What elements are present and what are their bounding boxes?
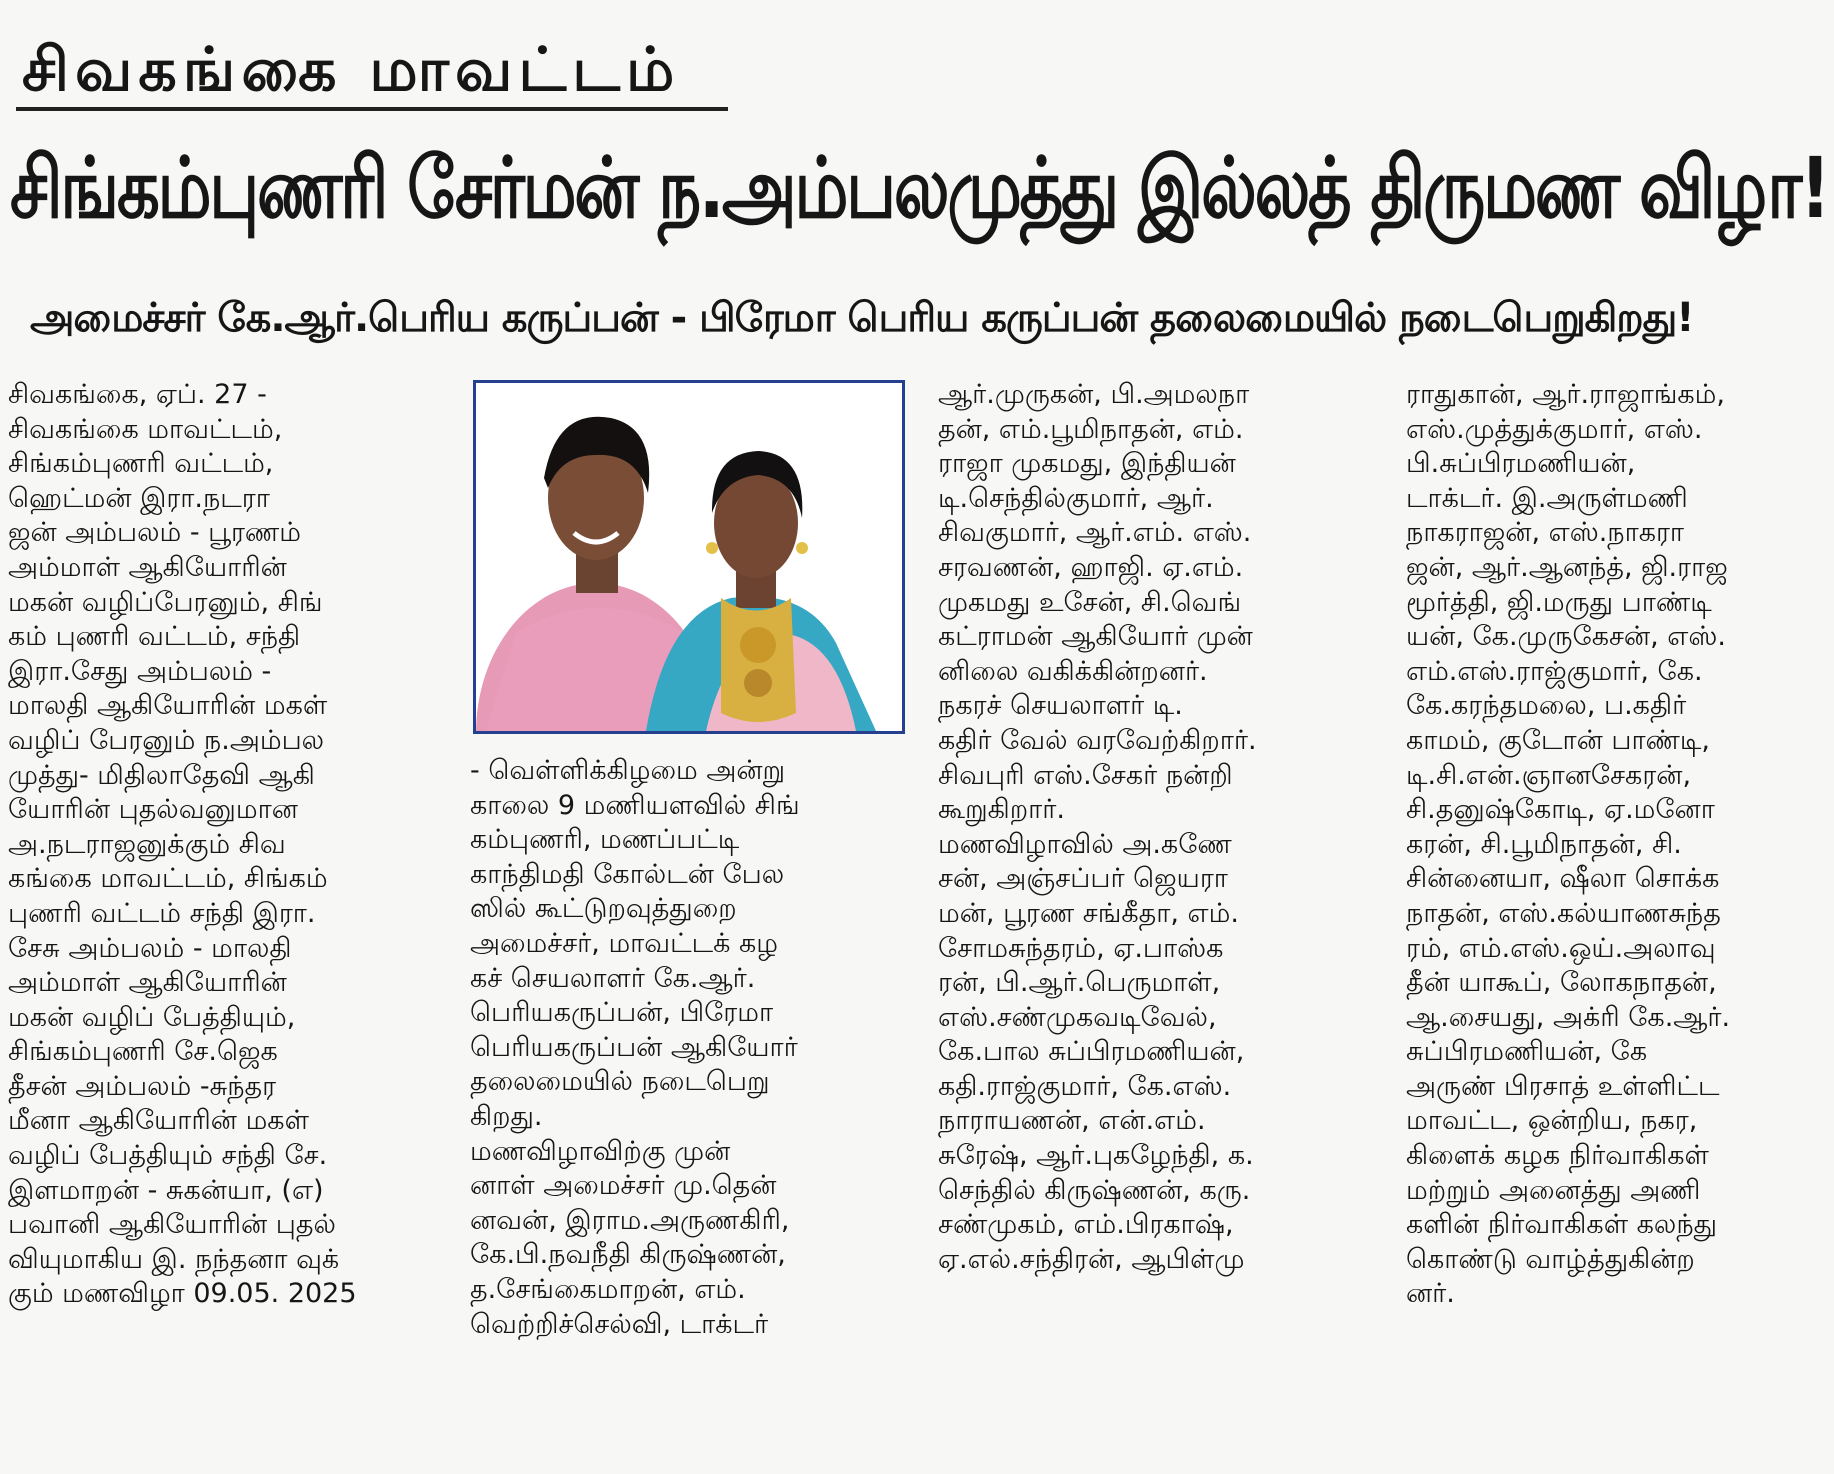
article-line: ராஜா முகமது, இந்தியன் (938, 448, 1236, 480)
article-line: காலை 9 மணியளவில் சிங் (470, 789, 800, 821)
article-line: த.சேங்கைமாறன், எம். (470, 1273, 746, 1305)
article-line: மன், பூரண சங்கீதா, எம். (938, 897, 1239, 929)
article-line: ஸில் கூட்டுறவுத்துறை (470, 893, 737, 925)
article-line: சுரேஷ், ஆர்.புகழேந்தி, க. (938, 1140, 1254, 1172)
subheadline: அமைச்சர் கே.ஆர்.பெரிய கருப்பன் - பிரேமா பெரிய கருப்பன் தலைமையில் நடைபெறுகிறது! (30, 295, 1694, 341)
article-line: கட்ராமன் ஆகியோர் முன் (938, 621, 1253, 653)
article-line: னர். (1406, 1278, 1455, 1310)
article-line: அருண் பிரசாத் உள்ளிட்ட (1406, 1070, 1720, 1102)
couple-photo (473, 380, 905, 734)
article-line: நகரச் செயலாளர் டி. (938, 690, 1183, 722)
article-line: ரன், பி.ஆர்.பெருமாள், (938, 967, 1221, 999)
article-line: - வெள்ளிக்கிழமை அன்று (470, 755, 786, 786)
article-line: ஆர்.முருகன், பி.அமலநா (938, 379, 1250, 410)
article-line: சிங்கம்புணரி சே.ஜெக (8, 1036, 278, 1068)
article-line: கிளைக் கழக நிர்வாகிகள் (1406, 1140, 1709, 1172)
article-line: டி.செந்தில்குமார், ஆர். (938, 482, 1214, 514)
article-line: சிங்கம்புணரி வட்டம், (8, 448, 274, 480)
article-line: புணரி வட்டம் சந்தி இரா. (8, 897, 316, 929)
article-line: தலைமையில் நடைபெறு (470, 1066, 770, 1098)
article-line: கொண்டு வாழ்த்துகின்ற (1406, 1243, 1695, 1275)
article-line: சிவகங்கை, ஏப். 27 - (8, 379, 267, 410)
article-line: கே.பி.நவநீதி கிருஷ்ணன், (470, 1239, 786, 1271)
article-line: கதிர் வேல் வரவேற்கிறார். (938, 724, 1257, 756)
article-line: முகமது உசேன், சி.வெங் (938, 586, 1242, 618)
article-line: கும் மணவிழா 09.05. 2025 (8, 1278, 357, 1310)
article-line: வழிப் பேத்தியும் சந்தி சே. (8, 1140, 328, 1172)
article-line: எஸ்.முத்துக்குமார், எஸ். (1406, 413, 1703, 445)
article-line: நாதன், எஸ்.கல்யாணசுந்த (1406, 897, 1721, 929)
article-line: பவானி ஆகியோரின் புதல் (8, 1209, 336, 1241)
article-line: மூர்த்தி, ஜி.மருது பாண்டி (1406, 586, 1712, 618)
article-line: பி.சுப்பிரமணியன், (1406, 448, 1636, 480)
article-line: னாள் அமைச்சர் மு.தென் (470, 1170, 777, 1202)
article-line: அமைச்சர், மாவட்டக் கழ (470, 927, 778, 959)
article-line: கம் புணரி வட்டம், சந்தி (8, 621, 301, 653)
article-line: அம்மாள் ஆகியோரின் (8, 967, 287, 999)
article-line: கங்கை மாவட்டம், சிங்கம் (8, 863, 328, 895)
article-line: காந்திமதி கோல்டன் பேல (470, 858, 785, 890)
article-line: மணவிழாவிற்கு முன் (470, 1135, 731, 1167)
article-line: வழிப் பேரனும் ந.அம்பல (8, 724, 325, 756)
article-line: னவன், இராம.அருணகிரி, (470, 1204, 790, 1236)
article-line: மற்றும் அனைத்து அணி (1406, 1174, 1701, 1206)
article-line: சிவகுமார், ஆர்.எம். எஸ். (938, 517, 1252, 549)
article-line: சரவணன், ஹாஜி. ஏ.எம். (938, 551, 1244, 583)
article-line: மகன் வழிப் பேத்தியும், (8, 1001, 296, 1033)
article-line: மாலதி ஆகியோரின் மகள் (8, 690, 328, 722)
article-line: சோமசுந்தரம், ஏ.பாஸ்க (938, 932, 1224, 964)
article-line: கே.பால சுப்பிரமணியன், (938, 1036, 1245, 1068)
article-line: சண்முகம், எம்.பிரகாஷ், (938, 1209, 1234, 1241)
article-line: ஏ.எல்.சந்திரன், ஆபிள்மு (938, 1243, 1245, 1275)
article-line: சுப்பிரமணியன், கே (1406, 1036, 1648, 1068)
article-line: நாகராஜன், எஸ்.நாகரா (1406, 517, 1685, 549)
article-line: கதி.ராஜ்குமார், கே.எஸ். (938, 1070, 1232, 1102)
article-line: டி.சி.என்.ஞானசேகரன், (1406, 759, 1692, 791)
section-divider (16, 107, 728, 111)
article-line: வெற்றிச்செல்வி, டாக்டர் (470, 1308, 769, 1340)
article-line: செந்தில் கிருஷ்ணன், கரு. (938, 1174, 1251, 1206)
article-column-4 (1406, 378, 1832, 1468)
article-line: தீசன் அம்பலம் -சுந்தர (8, 1070, 277, 1102)
article-line: மகன் வழிப்பேரனும், சிங் (8, 586, 323, 618)
article-line: சிவபுரி எஸ்.சேகர் நன்றி (938, 759, 1233, 791)
article-line: ஜன், ஆர்.ஆனந்த், ஜி.ராஜ (1406, 551, 1728, 583)
headline: சிங்கம்புணரி சேர்மன் ந.அம்பலமுத்து இல்லத் திருமண விழா! (10, 139, 1829, 237)
article-line: தன், எம்.பூமிநாதன், எம். (938, 413, 1244, 445)
article-line: சின்னையா, ஷீலா சொக்க (1406, 863, 1720, 895)
article-line: அம்மாள் ஆகியோரின் (8, 551, 287, 583)
article-line: கச் செயலாளர் கே.ஆர். (470, 962, 756, 994)
article-line: கரன், சி.பூமிநாதன், சி. (1406, 828, 1682, 860)
article-line: ஜன் அம்பலம் - பூரணம் (8, 517, 302, 549)
article-line: தீன் யாகூப், லோகநாதன், (1406, 967, 1717, 999)
article-line: ராதுகான், ஆர்.ராஜாங்கம், (1406, 379, 1725, 410)
article-line: சி.தனுஷ்கோடி, ஏ.மனோ (1406, 794, 1715, 826)
article-line: டாக்டர். இ.அருள்மணி (1406, 482, 1688, 514)
article-line: பெரியகருப்பன், பிரேமா (470, 997, 774, 1029)
article-line: நாராயணன், என்.எம். (938, 1105, 1206, 1137)
article-line: இரா.சேது அம்பலம் - (8, 655, 272, 687)
article-line: னிலை வகிக்கின்றனர். (938, 655, 1208, 687)
article-line: கம்புணரி, மணப்பட்டி (470, 824, 740, 856)
article-line: காமம், குடோன் பாண்டி, (1406, 724, 1710, 756)
article-line: இளமாறன் - சுகன்யா, (எ) (8, 1174, 324, 1206)
article-line: வியுமாகிய இ. நந்தனா வுக் (8, 1243, 340, 1275)
article-line: பெரியகருப்பன் ஆகியோர் (470, 1031, 798, 1063)
article-line: யன், கே.முருகேசன், எஸ். (1406, 621, 1726, 653)
article-line: மாவட்ட, ஒன்றிய, நகர, (1406, 1105, 1698, 1137)
article-column-2 (470, 754, 910, 1468)
article-line: களின் நிர்வாகிகள் கலந்து (1406, 1209, 1718, 1241)
article-column-3 (938, 378, 1378, 1468)
article-line: கூறுகிறார். (938, 794, 1065, 826)
couple-photo-illustration (476, 383, 902, 731)
article-line: கே.கரந்தமலை, ப.கதிர் (1406, 690, 1687, 722)
article-line: யோரின் புதல்வனுமான (8, 794, 298, 826)
article-line: மீனா ஆகியோரின் மகள் (8, 1105, 309, 1137)
article-line: சிவகங்கை மாவட்டம், (8, 413, 283, 445)
article-line: சேசு அம்பலம் - மாலதி (8, 932, 292, 964)
article-line: முத்து- மிதிலாதேவி ஆகி (8, 759, 315, 791)
article-line: கிறது. (470, 1100, 543, 1132)
section-title: சிவகங்கை மாவட்டம் (22, 35, 681, 105)
article-line: மணவிழாவில் அ.கணே (938, 828, 1232, 860)
article-line: எஸ்.சண்முகவடிவேல், (938, 1001, 1217, 1033)
article-line: ரம், எம்.எஸ்.ஒய்.அலாவு (1406, 932, 1716, 964)
article-line: எம்.எஸ்.ராஜ்குமார், கே. (1406, 655, 1703, 687)
article-line: சன், அஞ்சப்பர் ஜெயரா (938, 863, 1228, 895)
article-line: ஆ.சையது, அக்ரி கே.ஆர். (1406, 1001, 1731, 1033)
article-line: ஹெட்மன் இரா.நடரா (8, 482, 270, 514)
article-line: அ.நடராஜனுக்கும் சிவ (8, 828, 286, 860)
article-column-1 (8, 378, 448, 1468)
